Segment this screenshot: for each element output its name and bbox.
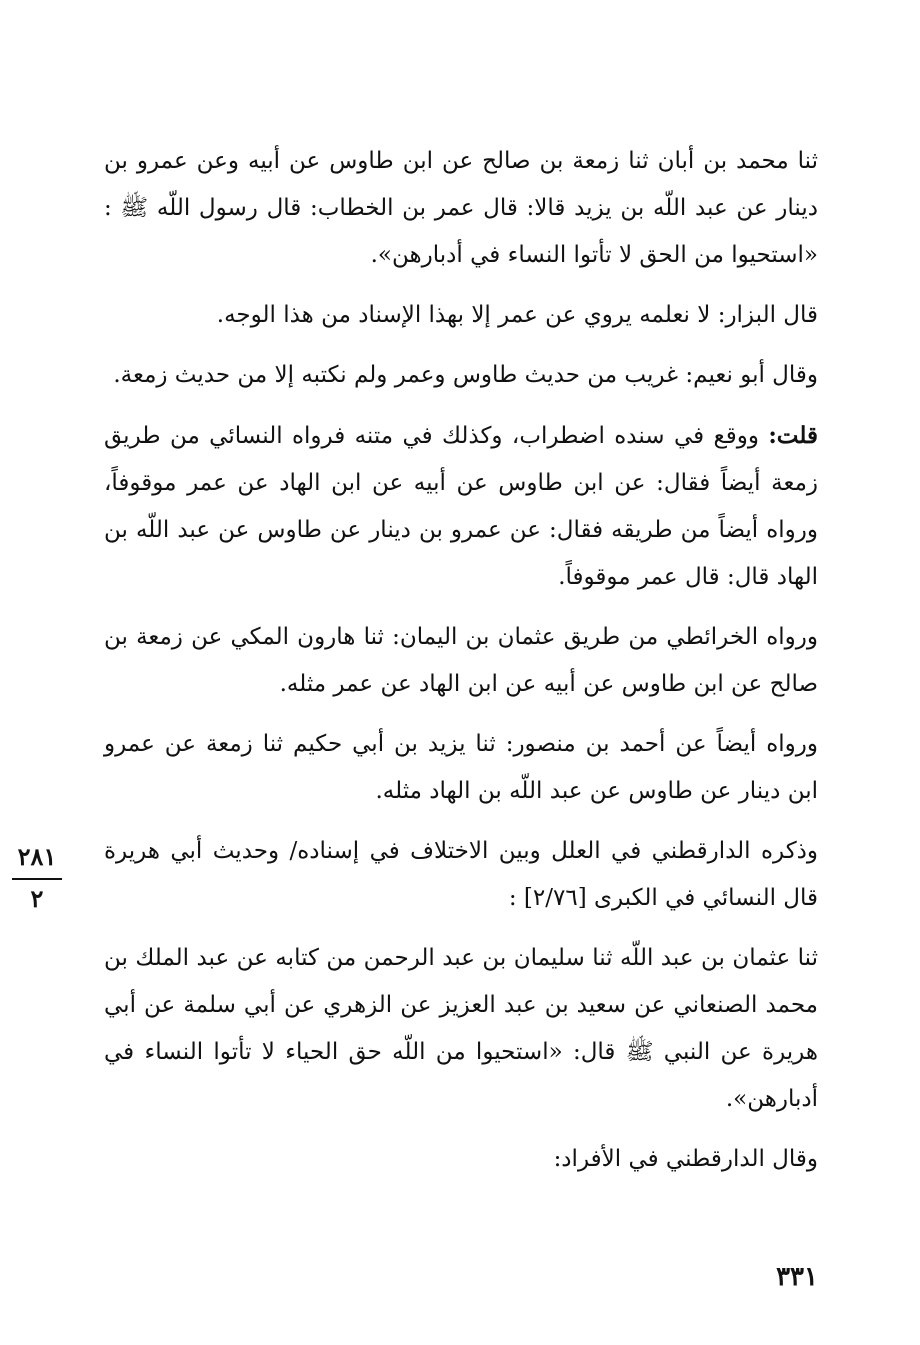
paragraph-9: وقال الدارقطني في الأفراد: [553,1146,818,1172]
paragraph-6: ورواه أيضاً عن أحمد بن منصور: ثنا يزيد بن أبي حكيم ثنا زمعة عن عمرو ابن دينار عن طاوس عن عبد اللّه بن الهاد مثله. [104,731,818,804]
paragraph-5: ورواه الخرائطي من طريق عثمان بن اليمان: ثنا هارون المكي عن زمعة بن صالح عن ابن طاوس عن أبيه عن ابن الهاد عن عمر مثله. [104,624,818,697]
margin-reference [12,842,62,914]
paragraph-2: قال البزار: لا نعلمه يروي عن عمر إلا بهذا الإسناد من هذا الوجه. [216,302,818,328]
page-body [104,138,818,1183]
paragraph-4 [104,412,818,601]
paragraph-7: وذكره الدارقطني في العلل وبين الاختلاف في إسناده/ وحديث أبي هريرة قال النسائي في الكبرى [٢/٧٦] : [104,838,818,911]
paragraph-1: ثنا محمد بن أبان ثنا زمعة بن صالح عن ابن طاوس عن أبيه وعن عمرو بن دينار عن عبد اللّه بن يزيد قالا: قال عمر بن الخطاب: قال رسول اللّه ﷺ : «استحيوا من الحق لا تأتوا النساء في أدبارهن». [104,148,818,268]
page-number: ٣٣١ [776,1262,818,1292]
margin-reference-bottom: ٢ [30,884,44,913]
paragraph-3: وقال أبو نعيم: غريب من حديث طاوس وعمر ولم نكتبه إلا من حديث زمعة. [113,362,818,388]
margin-reference-rule [12,878,62,880]
qult-label: قلت: [768,422,818,449]
paragraph-8: ثنا عثمان بن عبد اللّه ثنا سليمان بن عبد الرحمن من كتابه عن عبد الملك بن محمد الصنعاني عن سعيد بن عبد العزيز عن الزهري عن أبي سلمة عن أبي هريرة عن النبي ﷺ قال: «استحيوا من اللّه حق الحياء لا تأتوا النساء في أدبارهن». [104,945,818,1112]
paragraph-4-text: ووقع في سنده اضطراب، وكذلك في متنه فرواه النسائي من طريق زمعة أيضاً فقال: عن ابن طاوس عن أبيه عن ابن الهاد عن عمر موقوفاً، ورواه أيضاً من طريقه فقال: عن عمرو بن دينار عن طاوس عن عبد اللّه بن الهاد قال: قال عمر موقوفاً. [104,423,818,590]
margin-reference-top: ٢٨١ [17,842,57,871]
